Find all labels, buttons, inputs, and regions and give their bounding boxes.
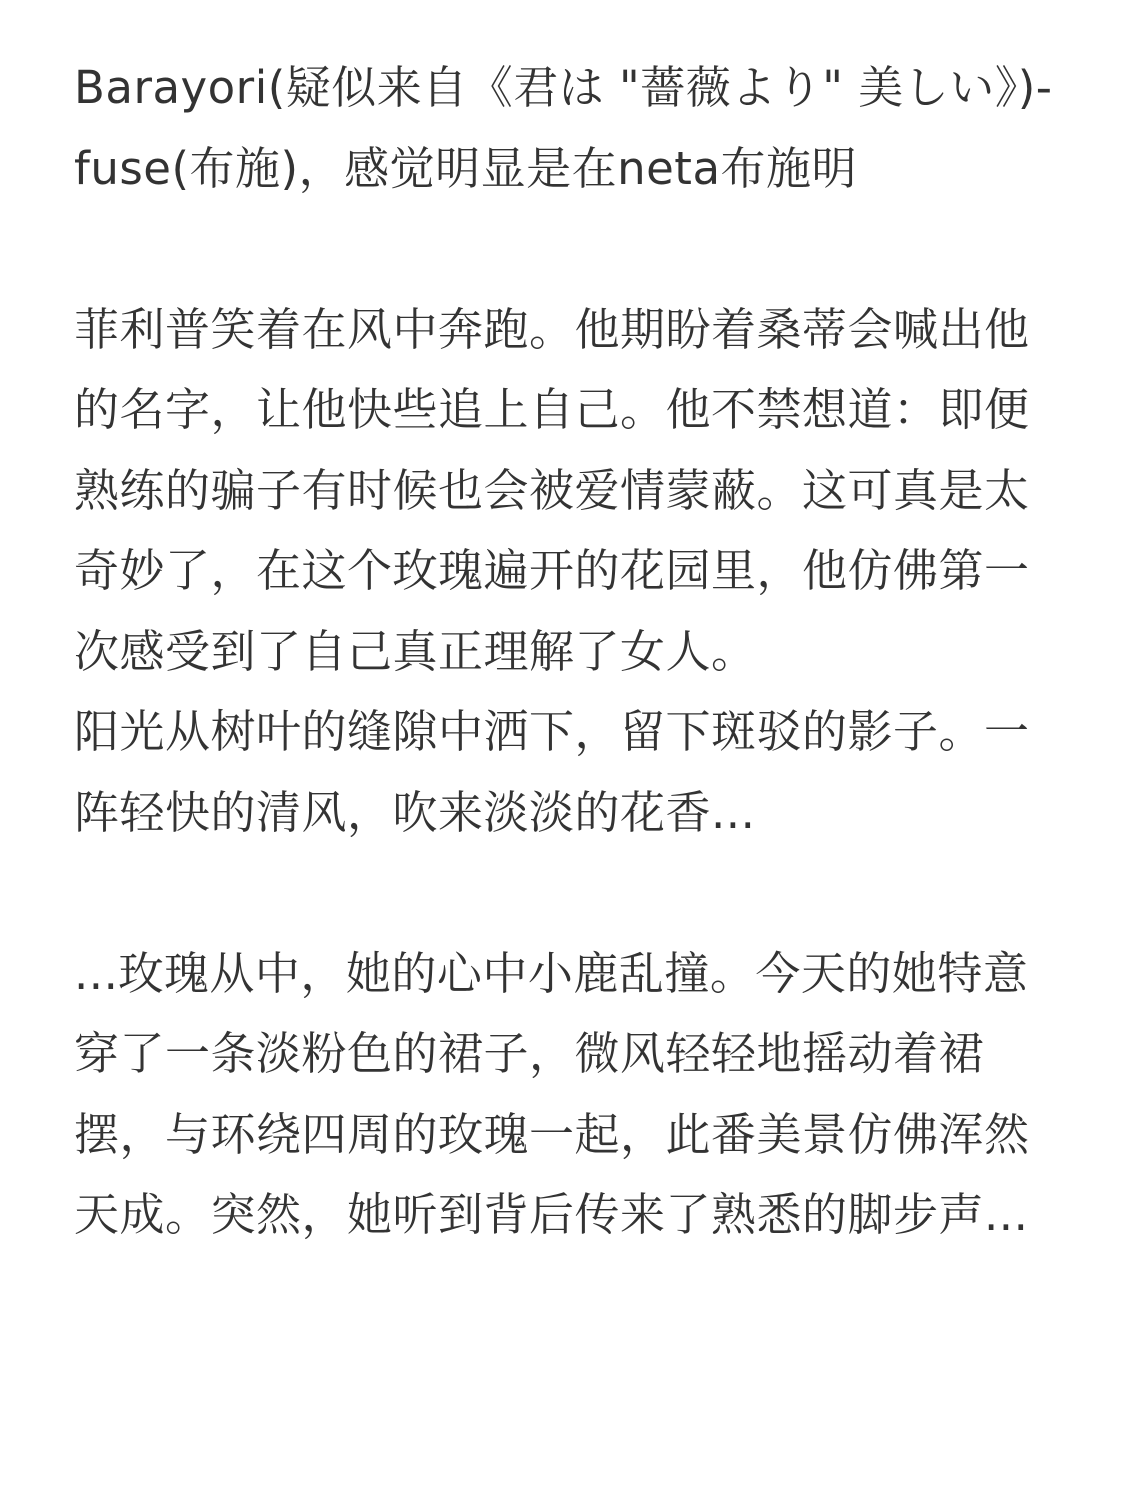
paragraph-gap — [74, 209, 1064, 290]
note-paragraph-sunlight: 阳光从树叶的缝隙中洒下，留下斑驳的影子。一阵轻快的清风，吹来淡淡的花香... — [74, 705, 1030, 839]
note-paragraph-source-comment: Barayori(疑似来自《君は "薔薇より" 美しい》)-fuse(布施)，感觉明显是在neta布施明 — [74, 61, 1053, 195]
note-body — [74, 48, 1064, 1256]
note-paragraph-philip: 菲利普笑着在风中奔跑。他期盼着桑蒂会喊出他的名字，让他快些追上自己。他不禁想道：即便熟练的骗子有时候也会被爱情蒙蔽。这可真是太奇妙了，在这个玫瑰遍开的花园里，他仿佛第一次感受到了自己真正理解了女人。 — [74, 302, 1030, 678]
note-paragraph-roses: ...玫瑰从中，她的心中小鹿乱撞。今天的她特意穿了一条淡粉色的裙子，微风轻轻地摇动着裙摆，与环绕四周的玫瑰一起，此番美景仿佛浑然天成。突然，她听到背后传来了熟悉的脚步声... — [74, 946, 1030, 1241]
paragraph-gap — [74, 853, 1064, 934]
